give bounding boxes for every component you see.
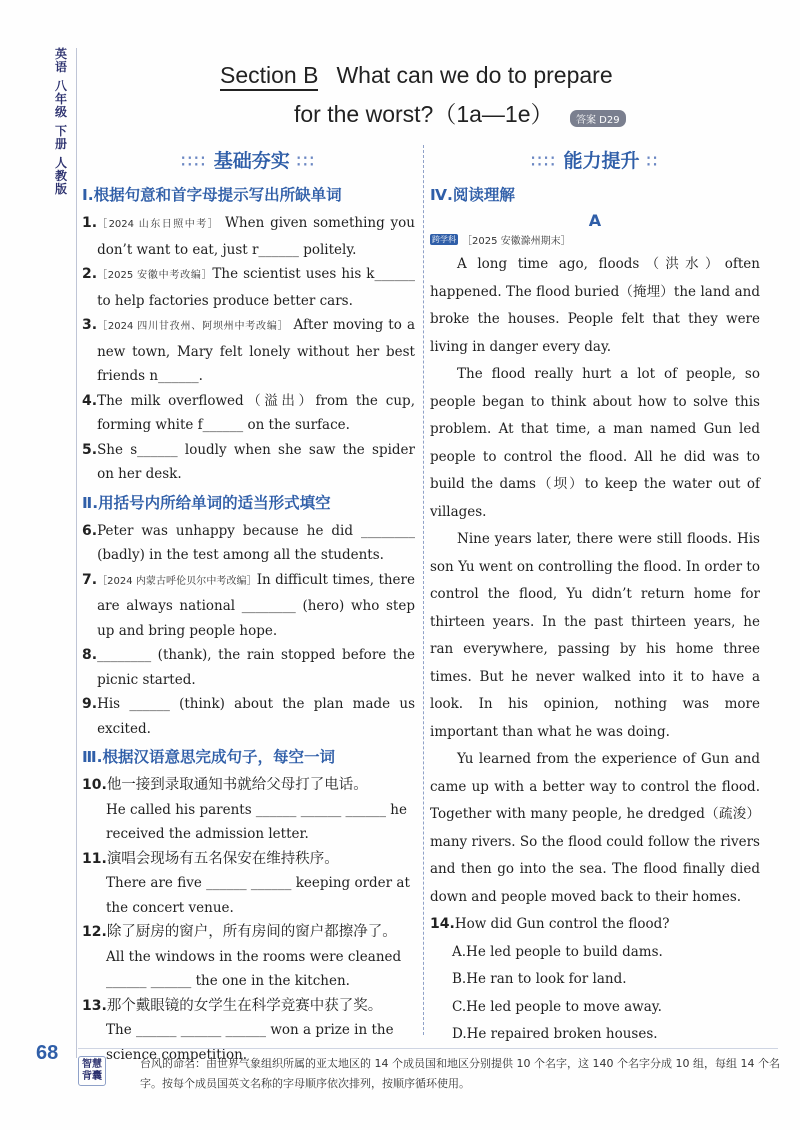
right-column: [430, 140, 760, 1049]
question-4: 4. The milk overflowed（溢出）from the cup, forming white f______ on the surface.: [82, 392, 415, 433]
question-5: 5. She s______ loudly when she saw the spider on her desk.: [82, 441, 415, 482]
wisdom-box-label: 智慧背囊: [78, 1056, 106, 1086]
footer-tip: 台风的命名：由世界气象组织所属的亚太地区的 14 个成员国和地区分别提供 10 个名字，这 140 个名字分成 10 组，每组 14 个名字。按每个成员国英文名称的字母顺序依次排列，按顺序循环使用。: [140, 1057, 780, 1090]
source-label: ［2025 安徽滁州期末］: [462, 236, 571, 247]
part-2-heading: Ⅱ.用括号内所给单词的适当形式填空: [82, 493, 331, 512]
side-tab: [52, 48, 70, 202]
option-b: B.He ran to look for land.: [452, 971, 627, 987]
side-volume: 下册: [54, 124, 67, 151]
section-label: Section B: [220, 62, 318, 91]
question-12: 12. 除了厨房的窗户，所有房间的窗户都擦净了。 All the windows in the rooms were cleaned ______ ______ the one in the kitchen.: [82, 924, 402, 989]
right-banner: ⁚⁚⁚⁚ 能力提升 ⁚⁚: [530, 150, 660, 172]
left-banner: ⁚⁚⁚⁚ 基础夯实 ⁚⁚⁚: [180, 150, 317, 172]
question-13: 13. 那个戴眼镜的女学生在科学竞赛中获了奖。 The ______ ______ ______ won a prize in the science competition.: [82, 997, 394, 1063]
option-c: C.He led people to move away.: [452, 998, 662, 1015]
paragraph-1: A long time ago, floods（洪水）often happened. The flood buried（掩埋）the land and broke the houses. People felt that they were living in danger every day.: [430, 256, 760, 355]
side-grade: 八年级: [54, 79, 67, 119]
paragraph-4: Yu learned from the experience of Gun and came up with a better way to control the flood. Together with many people, he dredged（疏浚）many rivers. So the flood could follow the rivers and then go into the sea. The flood finally died down and people moved back to their homes.: [430, 751, 760, 905]
column-divider: [423, 145, 424, 1035]
paragraph-2: The flood really hurt a lot of people, so people began to think about how to solve this problem. At that time, a man named Gun led people to control the flood. All he did was to build the dams（坝）to keep the water out of villages.: [430, 366, 760, 520]
question-8: 8. ________ (thank), the rain stopped before the picnic started.: [82, 647, 415, 688]
part-3-heading: Ⅲ.根据汉语意思完成句子，每空一词: [82, 748, 336, 766]
question-3: 3. ［2024 四川甘孜州、阿坝州中考改编］ After moving to a new town, Mary felt lonely without her best friends n______.: [82, 317, 415, 384]
paragraph-3: Nine years later, there were still floods. His son Yu went on controlling the flood. In order to control the flood, Yu didn’t return home for thirteen years. In the past thirteen years, he ran everywhere, passing by his home three times. But he never walked into it to have a look. In his opinion, nothing was more important than what he was doing.: [430, 531, 760, 740]
side-divider: [76, 48, 77, 1058]
question-2: 2. ［2025 安徽中考改编］The scientist uses his k______ to help factories produce better cars.: [82, 266, 415, 309]
part-4-heading: Ⅳ.阅读理解: [430, 186, 515, 204]
left-column: [82, 140, 415, 1067]
answer-reference-badge: 答案 D29: [570, 110, 626, 127]
option-d: D.He repaired broken houses.: [452, 1026, 658, 1042]
footer-divider: [78, 1048, 778, 1049]
cross-subject-icon: 跨学科: [432, 235, 456, 244]
question-11: 11. 演唱会现场有五名保安在维持秩序。 There are five ______ ______ keeping order at the concert venue.: [82, 850, 410, 916]
page-number: 68: [36, 1042, 59, 1064]
passage-source: [430, 232, 760, 247]
part-1-heading: Ⅰ.根据句意和首字母提示写出所缺单词: [82, 186, 342, 204]
question-7: 7. ［2024 内蒙古呼伦贝尔中考改编］In difficult times, there are always national ________ (hero) who step up and bring people hope.: [82, 571, 415, 639]
passage-letter: A: [588, 211, 602, 230]
side-edition: 人教版: [54, 156, 67, 196]
question-1: 1. ［2024 山东日照中考］ When given something you don’t want to eat, just r______ politely.: [82, 215, 415, 258]
option-a: A.He led people to build dams.: [452, 943, 663, 960]
question-6: 6. Peter was unhappy because he did ________ (badly) in the test among all the students.: [82, 522, 415, 563]
question-14: 14. How did Gun control the flood?: [430, 916, 670, 932]
question-9: 9. His ______ (think) about the plan made us excited.: [82, 696, 415, 737]
title-line-2: for the worst?（1a—1e）: [294, 101, 554, 127]
title-line-1: What can we do to prepare: [336, 62, 613, 88]
side-subject: 英语: [54, 47, 67, 74]
question-10: 10. 他一接到录取通知书就给父母打了电话。 He called his parents ______ ______ ______ he received the admission letter.: [82, 777, 407, 842]
